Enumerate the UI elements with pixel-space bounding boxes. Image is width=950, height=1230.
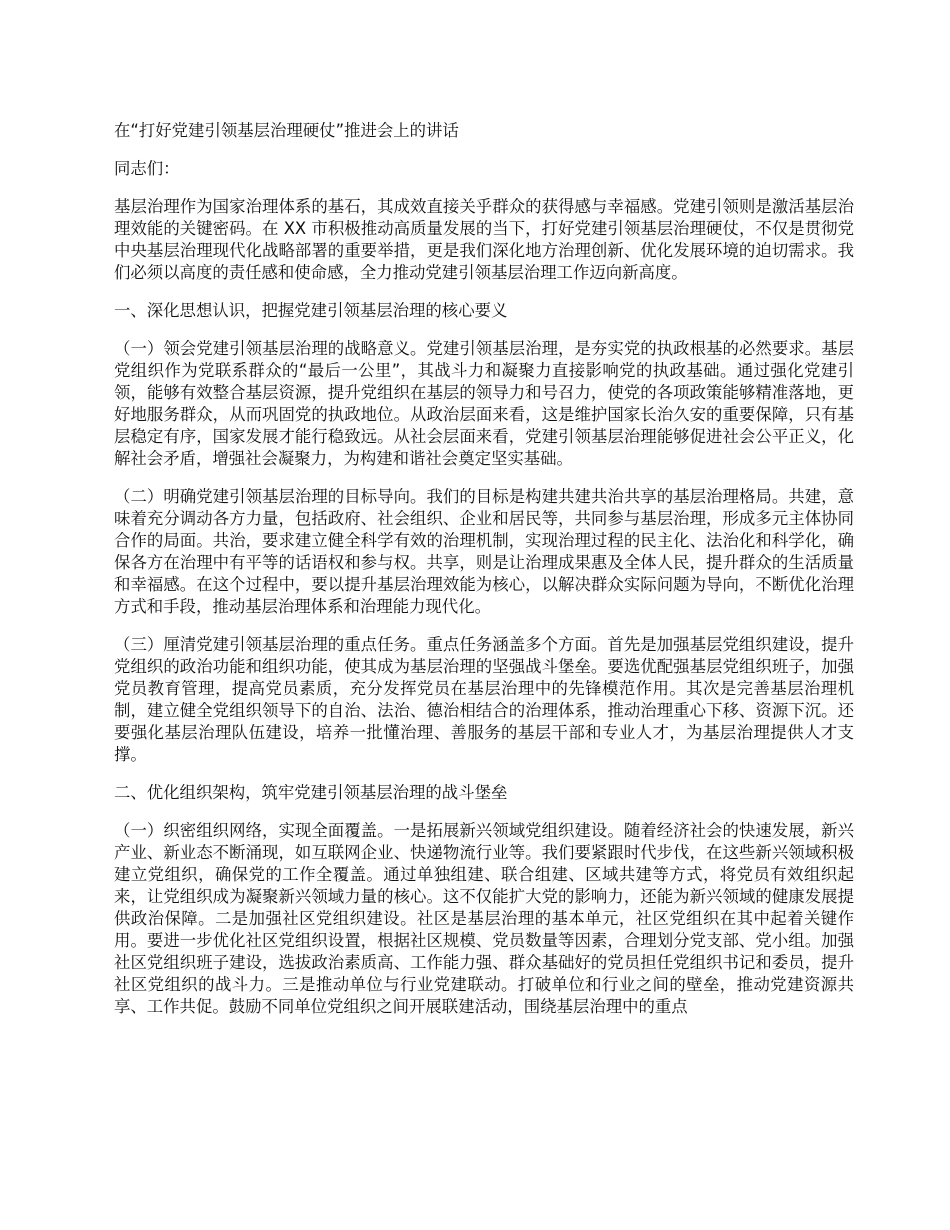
section-heading-2: 二、优化组织架构，筑牢党建引领基层治理的战斗堡垒 [114,783,508,802]
paragraph-1-1: （一）领会党建引领基层治理的战略意义。党建引领基层治理，是夯实党的执政根基的必然要求。基层党组织作为党联系群众的“最后一公里”，其战斗力和凝聚力直接影响党的执政基础。通过强化党建引领，能够有效整合基层资源，提升党组织在基层的领导力和号召力，使党的各项政策能够精准落地，更好地服务群众，从而巩固党的执政地位。从政治层面来看，这是维护国家长治久安的重要保障，只有基层稳定有序，国家发展才能行稳致远。从社会层面来看，党建引领基层治理能够促进社会公平正义，化解社会矛盾，增强社会凝聚力，为构建和谐社会奠定坚实基础。 [114,339,854,468]
salutation: 同志们： [114,159,180,178]
paragraph-2-1: （一）织密组织网络，实现全面覆盖。一是拓展新兴领域党组织建设。随着经济社会的快速发展，新兴产业、新业态不断涌现，如互联网企业、快递物流行业等。我们要紧跟时代步伐，在这些新兴领域积极建立党组织，确保党的工作全覆盖。通过单独组建、联合组建、区域共建等方式，将党员有效组织起来，让党组织成为凝聚新兴领域力量的核心。这不仅能扩大党的影响力，还能为新兴领域的健康发展提供政治保障。二是加强社区党组织建设。社区是基层治理的基本单元，社区党组织在其中起着关键作用。要进一步优化社区党组织设置，根据社区规模、党员数量等因素，合理划分党支部、党小组。加强社区党组织班子建设，选拔政治素质高、工作能力强、群众基础好的党员担任党组织书记和委员，提升社区党组织的战斗力。三是推动单位与行业党建联动。打破单位和行业之间的壁垒，推动党建资源共享、工作共促。鼓励不同单位党组织之间开展联建活动，围绕基层治理中的重点 [114,821,854,1016]
paragraph-1-3: （三）厘清党建引领基层治理的重点任务。重点任务涵盖多个方面。首先是加强基层党组织建设，提升党组织的政治功能和组织功能，使其成为基层治理的坚强战斗堡垒。要选优配强基层党组织班子，加强党员教育管理，提高党员素质，充分发挥党员在基层治理中的先锋模范作用。其次是完善基层治理机制，建立健全党组织领导下的自治、法治、德治相结合的治理体系，推动治理重心下移、资源下沉。还要强化基层治理队伍建设，培养一批懂治理、善服务的基层干部和专业人才，为基层治理提供人才支撑。 [114,635,854,764]
document-page [114,120,854,1034]
section-heading-1: 一、深化思想认识，把握党建引领基层治理的核心要义 [114,301,508,320]
paragraph-intro: 基层治理作为国家治理体系的基石，其成效直接关乎群众的获得感与幸福感。党建引领则是激活基层治理效能的关键密码。在 XX 市积极推动高质量发展的当下，打好党建引领基层治理硬仗，不仅是贯彻党中央基层治理现代化战略部署的重要举措，更是我们深化地方治理创新、优化发展环境的迫切需求。我们必须以高度的责任感和使命感，全力推动党建引领基层治理工作迈向新高度。 [114,197,854,282]
document-title: 在“打好党建引领基层治理硬仗”推进会上的讲话 [114,121,459,140]
paragraph-1-2: （二）明确党建引领基层治理的目标导向。我们的目标是构建共建共治共享的基层治理格局。共建，意味着充分调动各方力量，包括政府、社会组织、企业和居民等，共同参与基层治理，形成多元主体协同合作的局面。共治，要求建立健全科学有效的治理机制，实现治理过程的民主化、法治化和科学化，确保各方在治理中有平等的话语权和参与权。共享，则是让治理成果惠及全体人民，提升群众的生活质量和幸福感。在这个过程中，要以提升基层治理效能为核心，以解决群众实际问题为导向，不断优化治理方式和手段，推动基层治理体系和治理能力现代化。 [114,487,854,616]
